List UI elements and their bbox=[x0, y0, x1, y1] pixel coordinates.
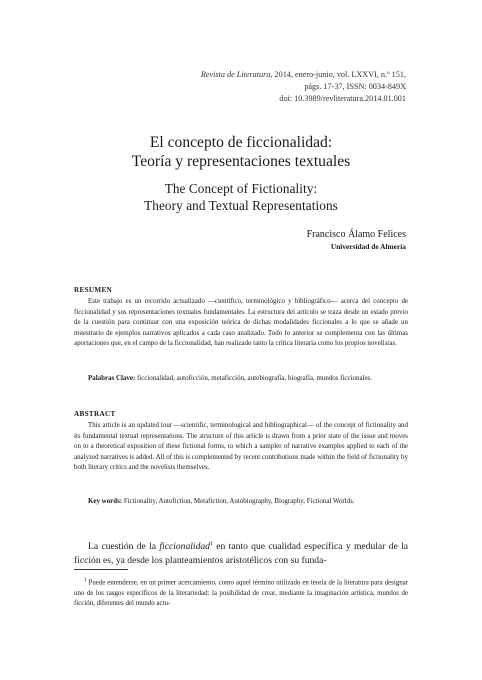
resumen-keywords-label: Palabras Clave: bbox=[88, 374, 136, 382]
doi: doi: 10.3989/revliteratura.2014.01.001 bbox=[279, 94, 406, 103]
body-part2: en tanto que cualidad específica y medular de la ficción es, ya desde los planteamientos aristotélicos con su funda- bbox=[74, 541, 408, 566]
abstract-heading: ABSTRACT bbox=[74, 410, 116, 418]
english-title bbox=[60, 181, 422, 214]
journal-header bbox=[146, 69, 406, 105]
resumen-keywords-text: ficcionalidad, autoficción, metaficción, autobiografía, biografía, mundos ficcionales. bbox=[135, 374, 372, 382]
author-name: Francisco Álamo Felices bbox=[306, 229, 406, 240]
journal-citation-line bbox=[146, 69, 406, 81]
abstract-keywords bbox=[74, 496, 408, 507]
spanish-title-line2: Teoría y representaciones textuales bbox=[131, 153, 351, 170]
abstract-keywords-label: Key words: bbox=[88, 497, 123, 505]
resumen-text bbox=[74, 296, 408, 349]
body-text bbox=[74, 538, 408, 568]
spanish-title bbox=[60, 133, 422, 171]
body-italic-term: ficcionalidad bbox=[159, 541, 210, 553]
abstract-keywords-text: Fictionality, Autofiction, Metafiction, Autobiography, Biography, Fictional Worlds. bbox=[122, 497, 355, 505]
footnote-text: Puede entenderse, en un primer acercamiento, como aquel término utilizado en teoría de la literatura para designar uno de los rasgos específicos de la literariedad: la posibilidad de crear, mediante la imaginación artística, mundos de ficción, diferentes del mundo actu- bbox=[74, 579, 408, 607]
pages-issn: págs. 17-37, ISSN: 0034-849X bbox=[304, 82, 406, 91]
resumen-paragraph: Este trabajo es un recorrido actualizado —científico, terminológico y bibliográfico— acerca del concepto de ficcionalidad y sus representaciones textuales fundamentales. La estructura del artículo se traza desde un estado previo de la cuestión para continuar con una exposición teórica de dichas modalidades ficcionales a lo que se añade un muestrario de ejemplos narrativos aplicados a cada caso analizado. Todo lo anterior se complementa con las últimas aportaciones que, en el campo de la ficcionalidad, han realizado tanto la crítica literaria como los propios novelistas. bbox=[74, 297, 408, 348]
english-title-line1: The Concept of Fictionality: bbox=[164, 181, 318, 196]
footnote-ref[interactable]: 1 bbox=[209, 541, 213, 547]
footnote bbox=[74, 576, 408, 609]
abstract-paragraph: This article is an updated tour —scientific, terminological and bibliographical— of the concept of fictionality and its fundamental textual representations. The structure of this article is drawn from a prior state of the issue and moves on to a theoretical exposition of these fictional forms, to which a sampler of narrative examples applied to each of the analyzed narratives is added. All of this is complemented by recent contributions made within the field of fictionality by both literary critics and the novelists themselves. bbox=[74, 421, 408, 472]
author-affiliation: Universidad de Almería bbox=[330, 242, 406, 251]
resumen-keywords bbox=[74, 373, 408, 384]
journal-name: Revista de Literatura bbox=[200, 70, 271, 79]
body-part1: La cuestión de la bbox=[88, 541, 160, 553]
journal-issue-info: , 2014, enero-junio, vol. LXXVI, n.º 151, bbox=[270, 70, 406, 79]
english-title-line2: Theory and Textual Representations bbox=[144, 197, 338, 213]
footnote-number: 1 bbox=[84, 578, 87, 583]
spanish-title-line1: El concepto de ficcionalidad: bbox=[149, 134, 333, 151]
resumen-heading: RESUMEN bbox=[74, 286, 113, 294]
footnote-divider bbox=[74, 569, 128, 570]
abstract-text bbox=[74, 420, 408, 473]
body-paragraph bbox=[74, 538, 408, 568]
